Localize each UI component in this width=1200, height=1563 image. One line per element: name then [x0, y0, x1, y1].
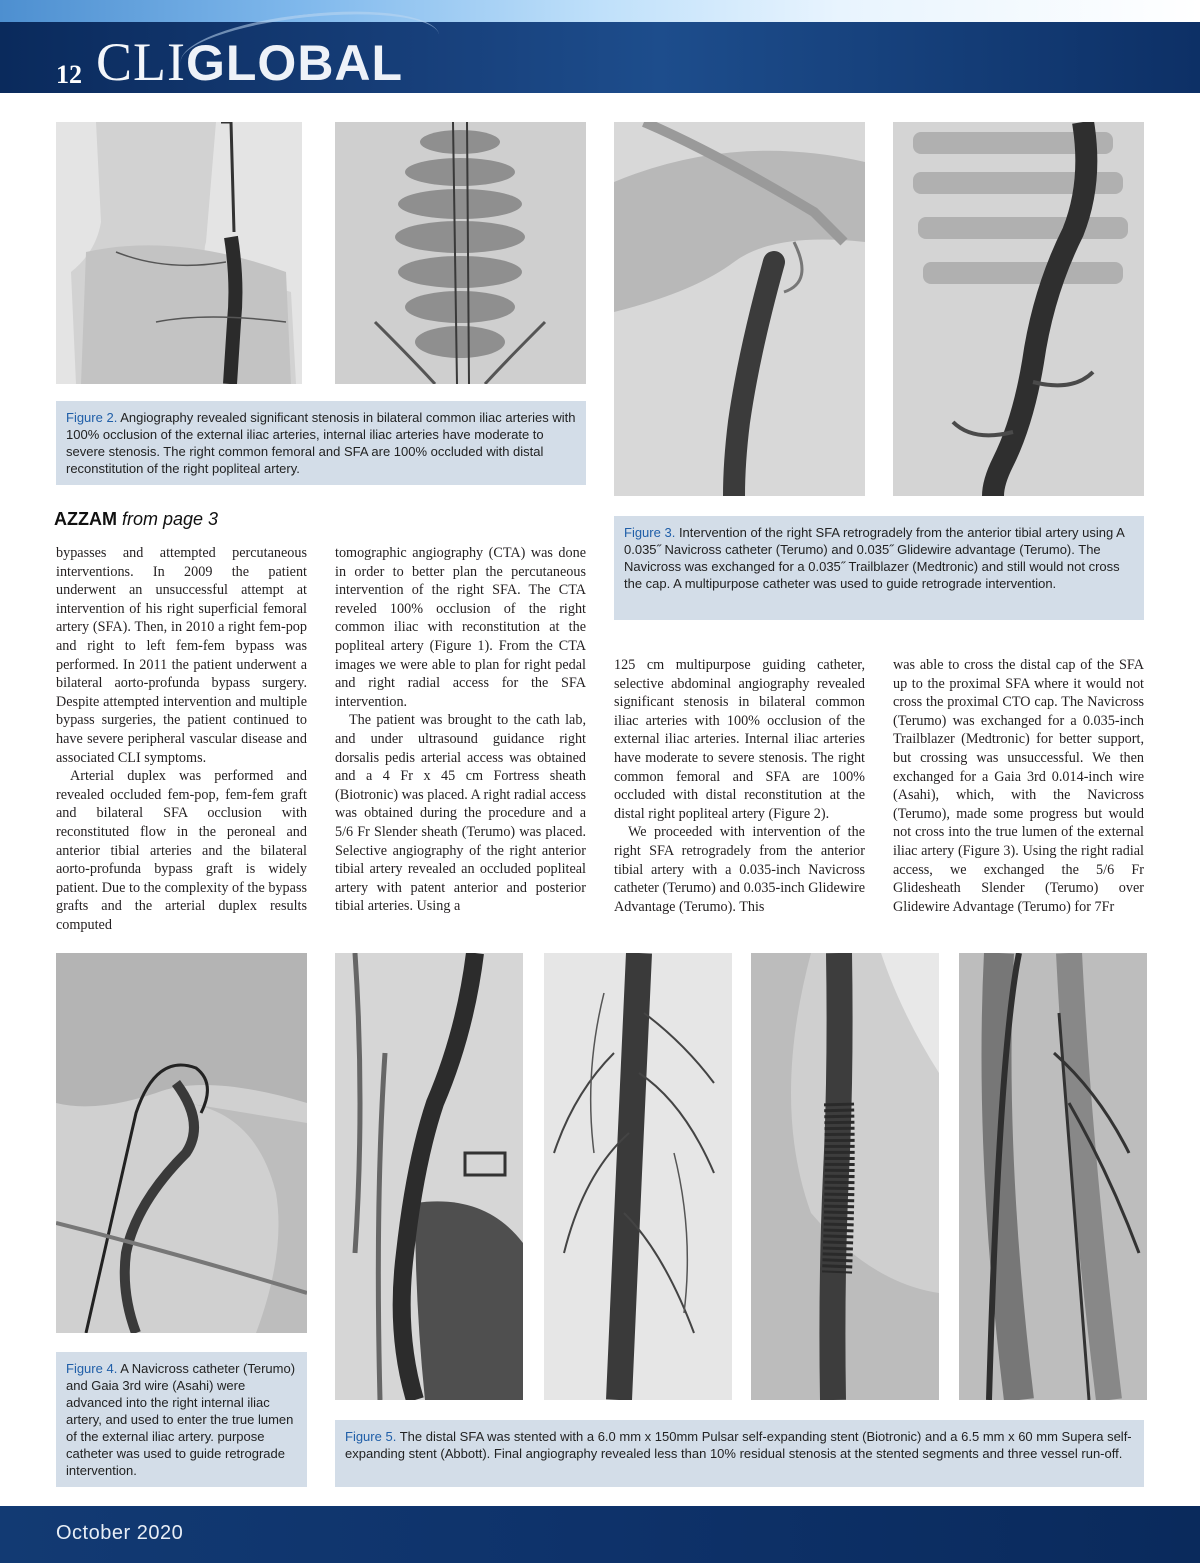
figure-5-label: Figure 5.	[345, 1429, 397, 1444]
masthead	[0, 0, 1200, 93]
figure-2-caption	[56, 401, 586, 485]
figure-4-text: A Navicross catheter (Terumo) and Gaia 3rd wire (Asahi) were advanced into the right internal iliac artery, and used to enter the true lumen of the external iliac artery. purpose catheter was used to guide retrograde intervention.	[66, 1361, 296, 1478]
column-2-paragraph: The patient was brought to the cath lab, and under ultrasound guidance right dorsalis pedis arterial access was obtained and a 4 Fr x 45 cm Fortress sheath (Biotronic) was placed. A right radial access was obtained during the procedure and a 5/6 Fr Slender sheath (Terumo) was placed. Selective angiography of the right anterior tibial artery revealed an occluded popliteal artery with patent anterior and posterior tibial arteries. Using a	[335, 712, 586, 915]
figure-3-text: Intervention of the right SFA retrogradely from the anterior tibial artery using A 0.035˝ Navicross catheter (Terumo) and 0.035˝ Glidewire advantage (Terumo). The Navicross was exchanged for a 0.035˝ Trailblazer (Medtronic) and still would not cross the cap. A multipurpose catheter was used to guide retrograde intervention.	[624, 525, 1125, 591]
figure-2-image-femur	[56, 122, 302, 384]
article-column-3	[614, 656, 865, 916]
runhead-author: AZZAM	[54, 509, 117, 529]
column-2-paragraph: tomographic angiography (CTA) was done in order to better plan the percutaneous intervention of the right SFA. The CTA reveled 100% occlusion of the right common iliac with reconstitution at the popliteal artery (Figure 1). From the CTA images we were able to plan for right pedal and right radial access for the SFA intervention.	[335, 545, 586, 710]
publication-logo	[96, 34, 403, 91]
article-column-4	[893, 656, 1144, 916]
figure-4-caption	[56, 1352, 307, 1487]
column-4-paragraph: was able to cross the distal cap of the SFA up to the proximal SFA where it would not cross the proximal CTO cap. The Navicross (Terumo) was exchanged for a 0.035-inch Trailblazer (Medtronic) for better support, but crossing was unsuccessful. We then exchanged for a Gaia 3rd 0.014-inch wire (Asahi), which, with the Navicross (Terumo), made some progress but would not cross into the true lumen of the external iliac artery (Figure 3). Using the right radial access, we exchanged the 5/6 Fr Glidesheath Slender (Terumo) over Glidewire Advantage (Terumo) for 7Fr	[893, 657, 1144, 915]
logo-cli: CLI	[96, 32, 186, 92]
column-3-paragraph: We proceeded with intervention of the right SFA retrogradely from the anterior tibial artery with a 0.035-inch Navicross catheter (Terumo) and 0.035-inch Glidewire Advantage (Terumo). This	[614, 824, 865, 915]
figure-3-caption	[614, 516, 1144, 620]
figure-5-caption	[335, 1420, 1144, 1487]
figure-3-image-iliac	[614, 122, 865, 496]
figure-5-image-2	[544, 953, 732, 1400]
figure-5-image-4	[959, 953, 1147, 1400]
page-number: 12	[56, 60, 82, 89]
figure-5-image-1	[335, 953, 523, 1400]
figure-3-label: Figure 3.	[624, 525, 676, 540]
figure-3-image-aorta	[893, 122, 1144, 496]
figure-5-image-3	[751, 953, 939, 1400]
article-column-2	[335, 544, 586, 916]
runhead-continued-from: from page 3	[122, 509, 219, 529]
logo-global: GLOBAL	[186, 35, 404, 91]
column-3-paragraph: 125 cm multipurpose guiding catheter, selective abdominal angiography revealed significant stenosis in bilateral common iliac arteries with 100% occlusion of the external iliac arteries. Internal iliac arteries have moderate to severe stenosis. The right common femoral and SFA are 100% occluded with distal reconstitution at the distal right popliteal artery (Figure 2).	[614, 657, 865, 822]
figure-2-image-spine	[335, 122, 586, 384]
figure-4-label: Figure 4.	[66, 1361, 118, 1376]
masthead-highlight-strip	[0, 0, 1200, 22]
article-running-head	[54, 509, 218, 530]
figure-2-text: Angiography revealed significant stenosis in bilateral common iliac arteries with 100% occlusion of the external iliac arteries, internal iliac arteries have moderate to severe stenosis. The right common femoral and SFA are 100% occluded with distal reconstitution of the right popliteal artery.	[66, 410, 576, 476]
figure-2-label: Figure 2.	[66, 410, 118, 425]
column-1-paragraph: bypasses and attempted percutaneous interventions. In 2009 the patient underwent an unsuccessful attempt at intervention of his right superficial femoral artery (SFA). Then, in 2010 a right fem-pop and right to left fem-fem bypass was performed. In 2011 the patient underwent a bilateral aorto-profunda bypass surgery. Despite attempted intervention and multiple bypass surgeries, the patient continued to have severe peripheral vascular disease and associated CLI symptoms.	[56, 545, 307, 766]
column-1-paragraph: Arterial duplex was performed and revealed occluded fem-pop, fem-fem graft and bilateral SFA occlusion with reconstituted flow in the peroneal and anterior tibial arteries and the bilateral aorto-profunda bypass graft is widely patient. Due to the complexity of the bypass grafts and the arterial duplex results computed	[56, 768, 307, 933]
article-column-1	[56, 544, 307, 934]
issue-date: October 2020	[56, 1522, 184, 1544]
page-footer	[0, 1506, 1200, 1563]
figure-4-image	[56, 953, 307, 1333]
figure-5-text: The distal SFA was stented with a 6.0 mm x 150mm Pulsar self-expanding stent (Biotronic) and a 6.5 mm x 60 mm Supera self-expanding stent (Abbott). Final angiography revealed less than 10% residual stenosis at the stented segments and three vessel run-off.	[345, 1429, 1132, 1461]
